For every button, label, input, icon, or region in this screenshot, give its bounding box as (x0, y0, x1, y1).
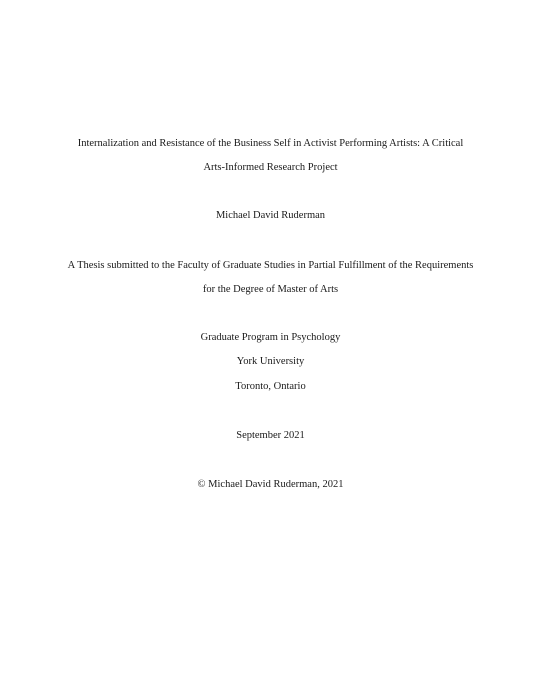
thesis-title-line-2: Arts-Informed Research Project (203, 162, 338, 173)
university-name: York University (236, 356, 305, 367)
thesis-title-line-1: Internalization and Resistance of the Business Self in Activist Performing Artists: A Critical (77, 138, 464, 149)
thesis-statement-line-1: A Thesis submitted to the Faculty of Graduate Studies in Partial Fulfillment of the Requirements (67, 260, 474, 271)
thesis-statement-line-2: for the Degree of Master of Arts (202, 284, 339, 295)
submission-date: September 2021 (236, 430, 305, 441)
graduate-program: Graduate Program in Psychology (200, 332, 341, 343)
university-location: Toronto, Ontario (235, 381, 306, 392)
copyright-notice: © Michael David Ruderman, 2021 (197, 479, 344, 490)
author-name: Michael David Ruderman (215, 210, 326, 221)
